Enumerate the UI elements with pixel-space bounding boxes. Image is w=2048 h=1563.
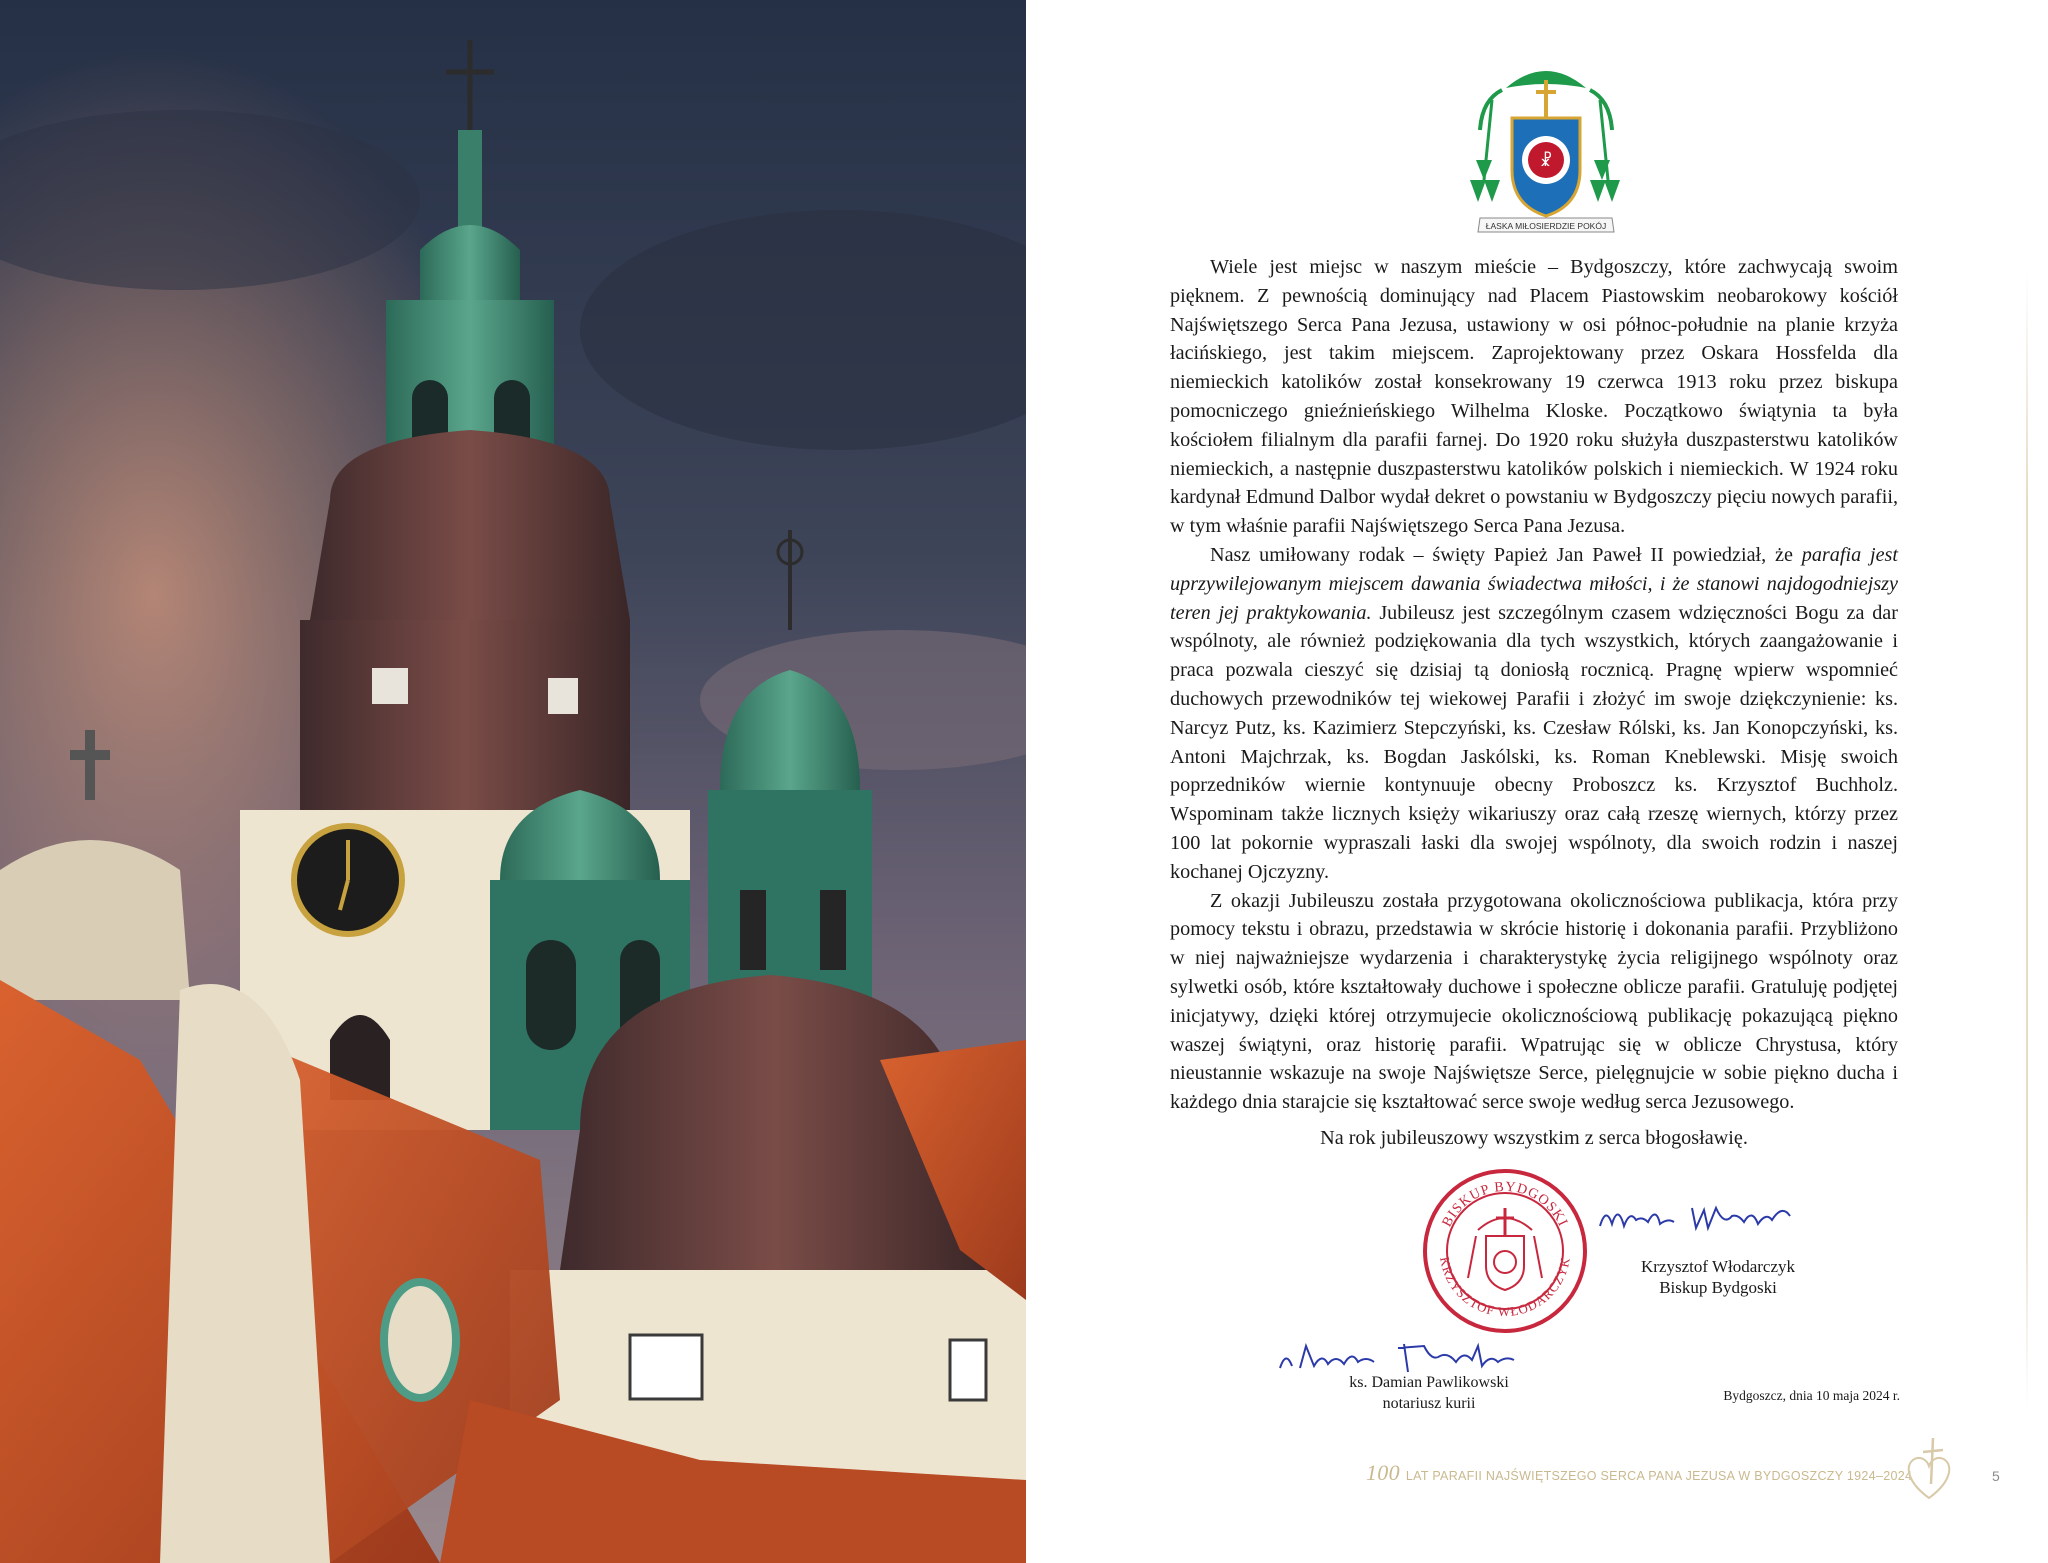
paragraph-text: Z okazji Jubileuszu została przygotowana okolicznościowa publikacja, która przy pomocy tekstu i obrazu, przedstawia w skrócie historię i dokonania parafii. Przybliżono w niej najważniejsze wydarzenia i charakterystykę życia religijnego wspólnoty oraz sylwetki osób, które kształtowały duchowe i społeczne oblicze parafii. Gratuluję podjętej inicjatywy, dzięki której otrzymujecie okolicznościową publikację pokazującą piękno waszej świątyni, oraz historię parafii. Wpatrując się w oblicze Chrystusa, który nieustannie wskazuje na swoje Najświętsze Serce, pielęgnujcie w sobie piękno ducha i każdego dnia starajcie się kształtować serce swoje według serca Jezusowego. [1170,889,1898,1114]
seal-top-text: BISKUP BYDGOSKI [1439,1179,1571,1230]
letter-paragraph [1170,541,1898,887]
seal-bottom-text: KRZYSZTOF WŁODARCZYK [1437,1255,1573,1320]
letter-page [1026,0,2048,1563]
paragraph-text: Wiele jest miejsc w naszym mieście – Bydgoszczy, które zachwycają swoim pięknem. Z pewnością dominujący nad Placem Piastowskim neobarokowy kościół Najświętszego Serca Pana Jezusa, ustawiony w osi północ-południe na planie krzyża łacińskiego, jest takim miejscem. Zaprojektowany przez Oskara Hossfelda dla niemieckich katolików został konsekrowany 19 czerwca 1913 roku przez biskupa pomocniczego gnieźnieńskiego Wilhelma Kloske. Początkowo świątynia ta była kościołem filialnym dla parafii farnej. Do 1920 roku służyła duszpasterstwu katolików niemieckich, a następnie duszpasterstwu katolików polskich i niemieckich. W 1924 roku kardynał Edmund Dalbor wydał dekret o powstaniu w Bydgoszczy pięciu nowych parafii, w tym właśnie parafii Najświętszego Serca Pana Jezusa. [1170,256,1898,538]
coat-of-arms-emblem [1462,60,1630,245]
running-footer [1366,1460,1913,1486]
paragraph-text: Nasz umiłowany rodak – święty Papież Jan Paweł II powiedział, że [1210,543,1802,566]
footer-title: LAT PARAFII NAJŚWIĘTSZEGO SERCA PANA JEZUSA W BYDGOSZCZY 1924–2024 [1405,1469,1913,1483]
heart-cross-logo [1903,1432,1955,1506]
bishop-name: Krzysztof Włodarczyk [1640,1257,1796,1276]
page-number: 5 [1992,1468,2000,1484]
footer-number: 100 [1366,1460,1400,1485]
paragraph-text: Jubileusz jest szczególnym czasem wdzięczności Bogu za dar wspólnoty, ale również podziękowania dla tych wszystkich, których zaangażowanie i praca pozwala cieszyć się dzisiaj tą doniosłą rocznicą. Pragnę wpierw wspomnieć duchowych przewodników tej wiekowej Parafii i złożyć im swoje dziękczynienie: ks. Narcyz Putz, ks. Kazimierz Stepczyński, ks. Czesław Rólski, ks. Jan Konopczyński, ks. Antoni Majchrzak, ks. Bogdan Jaskólski, ks. Roman Kneblewski. Misję swoich poprzedników wiernie kontynuuje obecny Proboszcz ks. Krzysztof Buchholz. Wspominam także licznych księży wikariuszy oraz całą rzeszę wiernych, którzy przez 100 lat pokornie wypraszali łaski dla swojej wspólnoty, dla swoich rodzin i naszej kochanej Ojczyzny. [1170,601,1898,883]
svg-text:☧: ☧ [1539,151,1553,170]
bishop-title: Biskup Bydgoski [1659,1278,1777,1297]
blessing-line: Na rok jubileuszowy wszystkim z serca błogosławię. [1320,1127,1748,1149]
notary-name: ks. Damian Pawlikowski [1349,1374,1509,1391]
place-and-date: Bydgoszcz, dnia 10 maja 2024 r. [1723,1388,1900,1403]
coat-of-arms-motto: ŁASKA MIŁOSIERDZIE POKÓJ [1485,221,1607,231]
notary-block [1334,1372,1524,1414]
letter-paragraph [1170,887,1898,1117]
quoted-text: parafia jest uprzywilejowanym miejscem dawania świadectwa miłości, i że stanowi najdogodniejszy teren jej praktykowania. [1170,543,1898,624]
page-edge-shadow [2026,270,2028,1410]
bishop-signature [1596,1196,1796,1240]
bishop-block [1623,1256,1813,1298]
svg-text:KRZYSZTOF WŁODARCZYK [1437,1256,1573,1319]
letter-body [1170,253,1898,1117]
notary-title: notariusz kurii [1382,1395,1476,1412]
bishop-seal-stamp [1420,1166,1590,1336]
letter-paragraph [1170,253,1898,541]
